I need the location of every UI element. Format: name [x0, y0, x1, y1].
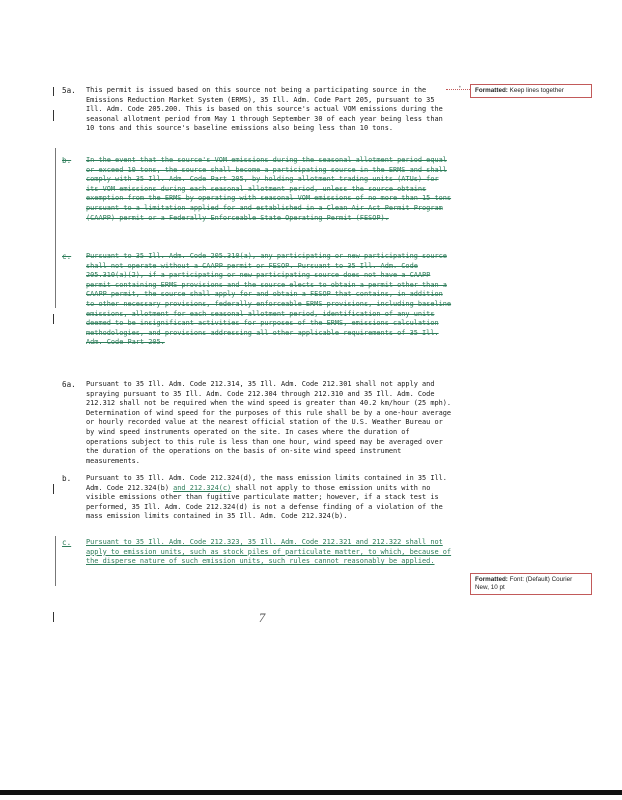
scan-edge	[0, 790, 622, 795]
paragraph-label: c.	[62, 252, 72, 261]
format-comment-balloon[interactable]	[470, 573, 592, 595]
format-comment-balloon[interactable]	[470, 84, 592, 98]
paragraph-text	[86, 474, 452, 522]
text-inserted: and 212.324(c)	[173, 483, 232, 492]
page-number: 7	[258, 610, 266, 625]
paragraph-5a	[62, 86, 454, 148]
balloon-text: Font: (Default) Courier New, 10 pt	[475, 576, 573, 591]
paragraph-6a	[62, 380, 454, 480]
paragraph-6b	[62, 474, 454, 534]
change-bar	[53, 87, 54, 96]
balloon-title: Formatted:	[475, 576, 508, 583]
text-original: shall not apply to those emission units with no visible emissions other than fugitive particulate matter; however, if a stack test is performed, 35 Ill. Adm. Code 212.324(d) is not a defense finding of a violation of the mass emission limits contained in 35 Ill. Adm. Code 212.324(b).	[86, 483, 443, 521]
paragraph-text: Pursuant to 35 Ill. Adm. Code 205.310(a), any participating or new participating source shall not operate without a CAAPP permit or FESOP. Pursuant to 35 Ill. Adm. Code 205.310(a)(2), if a participating or new participating source does not have a CAAPP permit containing ERMS provisions and the source elects to obtain a permit other than a CAAPP permit, the source shall apply for and obtain a FESOP that contains, in addition to other necessary provisions, federally enforceable ERMS provisions, including baseline emissions, allotment for each seasonal allotment period, identification of any units deemed to be insignificant activities for purposes of the ERMS, emissions calculation methodologies, and provisions addressing all other applicable requirements of 35 Ill. Adm. Code Part 205.	[86, 252, 452, 347]
paragraph-label: 5a.	[62, 86, 76, 95]
paragraph-text: Pursuant to 35 Ill. Adm. Code 212.323, 35 Ill. Adm. Code 212.321 and 212.322 shall not apply to emission units, such as stock piles of particulate matter, to which, because of the disperse nature of such emission units, such rules cannot reasonably be applied.	[86, 538, 452, 566]
change-bar	[55, 148, 56, 308]
change-bar	[53, 314, 54, 324]
paragraph-label: b.	[62, 474, 72, 483]
balloon-title: Formatted:	[475, 87, 508, 94]
change-bar	[53, 110, 54, 121]
balloon-text: Keep lines together	[507, 87, 564, 94]
paragraph-label: c.	[62, 538, 72, 547]
paragraph-text: In the event that the source's VOM emissions during the seasonal allotment period equal or exceed 10 tons, the source shall become a participating source in the ERMS and shall comply with 35 Ill. Adm. Code Part 205, by holding allotment trading units (ATUs) for its VOM emissions during each seasonal allotment period, unless the source obtains exemption from the ERMS by operating with seasonal VOM emissions of no more than 15 tons pursuant to a limitation applied for and established in a Clean Air Act Permit Program (CAAPP) permit or a Federally Enforceable State Operating Permit (FESOP).	[86, 156, 452, 222]
paragraph-text: This permit is issued based on this source not being a participating source in the Emissions Reduction Market System (ERMS), 35 Ill. Adm. Code Part 205, pursuant to 35 Ill. Adm. Code 205.200. This is based on this source's actual VOM emissions during the seasonal allotment period from May 1 through September 30 of each year being less than 10 tons and this source's baseline emissions also being less than 10 tons.	[86, 86, 443, 133]
paragraph-label: b.	[62, 156, 72, 165]
paragraph-text: Pursuant to 35 Ill. Adm. Code 212.314, 35 Ill. Adm. Code 212.301 shall not apply and spraying pursuant to 35 Ill. Adm. Code 212.304 through 212.310 and 35 Ill. Adm. Code 212.312 shall not be required when the wind speed is greater than 40.2 km/hour (25 mph). Determination of wind speed for the purposes of this rule shall be by a one-hour average or hourly recorded value at the nearest official station of the U.S. Weather Bureau or by wind speed instruments operated on the site. In cases where the duration of operations subject to this rule is less than one hour, wind speed may be averaged over the duration of the operations on the basis of on-site wind speed instrument measurements.	[86, 380, 452, 465]
anchor-marker: •	[458, 84, 462, 91]
paragraph-label: 6a.	[62, 380, 76, 389]
paragraph-5b-deleted	[62, 156, 454, 248]
change-bar	[55, 536, 56, 586]
change-bar	[53, 612, 54, 622]
paragraph-6c-inserted	[62, 538, 454, 586]
change-bar	[53, 484, 54, 494]
text-original: Pursuant to 35 Ill. Adm. Code 212.324(d), the mass emission limits contained in 35 Ill. Adm. Code 212.324(b)	[86, 474, 447, 492]
paragraph-5c-deleted	[62, 252, 454, 347]
